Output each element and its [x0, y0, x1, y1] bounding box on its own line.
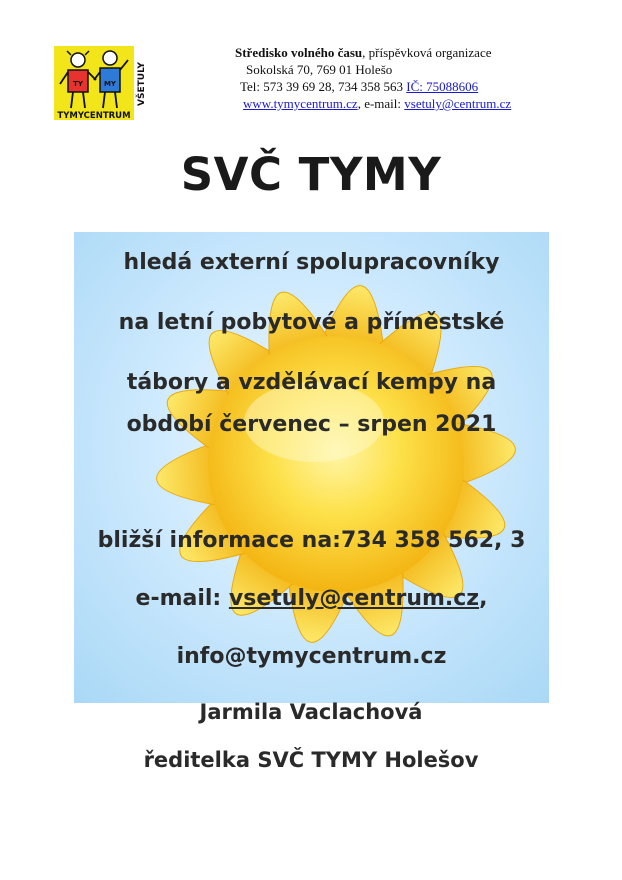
- sun-poster: [74, 232, 549, 703]
- web-link[interactable]: www.tymycentrum.cz: [243, 96, 358, 111]
- email-label: , e-mail:: [357, 96, 405, 111]
- poster-line-3: tábory a vzdělávací kempy na: [126, 370, 497, 395]
- header-email-link[interactable]: vsetuly@centrum.cz: [404, 96, 512, 111]
- header-address: Sokolská 70, 769 01 Holešo: [246, 62, 393, 77]
- header-line-org: [235, 44, 615, 61]
- poster-email-link[interactable]: vsetuly@centrum.cz: [228, 586, 480, 611]
- poster-line-1: hledá externí spolupracovníky: [123, 250, 500, 275]
- logo-side-text: VŠETULY: [137, 62, 147, 106]
- poster-info: bližší informace na:734 358 562, 3: [97, 528, 526, 553]
- logo-bottom-text: TYMYCENTRUM: [57, 111, 131, 121]
- header-phones: Tel: 573 39 69 28, 734 358 563: [240, 79, 404, 94]
- poster-email-line: [74, 586, 549, 611]
- header-line-contact: [235, 78, 615, 95]
- org-name: Středisko volného času: [235, 45, 363, 60]
- org-type: , příspěvková organizace: [362, 45, 492, 60]
- poster-email2: info@tymycentrum.cz: [176, 644, 447, 669]
- email-prefix: e-mail:: [135, 586, 229, 611]
- signature-name: Jarmila Vaclachová: [199, 700, 423, 724]
- sun-illustration: [74, 232, 549, 703]
- logo-background: [54, 46, 134, 120]
- header-line-web: [235, 95, 615, 112]
- organization-header: [235, 44, 615, 112]
- logo-my-label: MY: [103, 80, 117, 88]
- email-suffix: ,: [479, 586, 488, 611]
- tymycentrum-logo: [54, 46, 150, 130]
- poster-line-4: období červenec – srpen 2021: [126, 412, 497, 437]
- signature-role: ředitelka SVČ TYMY Holešov: [143, 748, 479, 772]
- logo-ty-label: TY: [73, 80, 83, 88]
- poster-line-2: na letní pobytové a příměstské: [118, 310, 505, 335]
- page-title: SVČ TYMY: [180, 148, 442, 201]
- ic-link[interactable]: IČ: 75088606: [406, 79, 479, 94]
